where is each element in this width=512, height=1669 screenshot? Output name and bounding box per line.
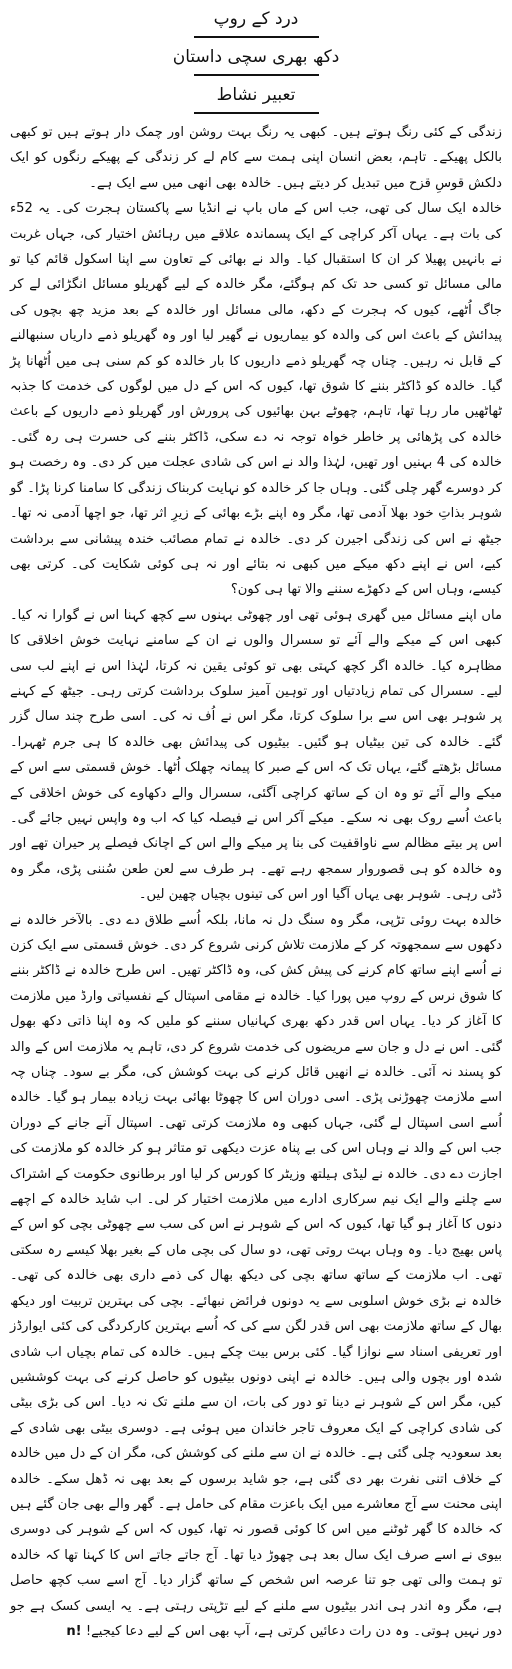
paragraph: ماں اپنے مسائل میں گھری ہوئی تھی اور چھوٹی بہنوں سے کچھ کہنا اس نے گوارا نہ کیا۔ کبھی اس کے میکے والے آئے تو سسرال والوں نے ان کے سامنے نہایت خوش اخلاقی کا مظاہرہ کیا۔ خالدہ اگر کچھ کہتی بھی تو کوئی یقین نہ کرتا، لہٰذا اس نے اپنے لب سی لیے۔ سسرال کی تمام زیادتیاں اور توہین آمیز سلوک برداشت کرتی رہی۔ جیٹھ کے کہنے پر شوہر بھی اس سے برا سلوک کرتا، مگر اس نے اُف نہ کی۔ اسی طرح چند سال گزر گئے۔ خالدہ کی تین بیٹیاں ہو گئیں۔ بیٹیوں کی پیدائش بھی خالدہ کا ہی جرم ٹھہرا۔ مسائل بڑھتے گئے، یہاں تک کہ اس کے صبر کا پیمانہ چھلک اُٹھا۔ خوش قسمتی سے اس کے میکے والے آئے تو وہ ان کے ساتھ کراچی آگئی، سسرال والے دکھاوے کی خوش اخلاقی کے باعث اُسے روک بھی نہ سکے۔ میکے آکر اس نے فیصلہ کیا کہ اب وہ واپس نہیں جائے گی۔ اس پر بیتے مظالم سے ناواقفیت کی بنا پر میکے والے اس کے اچانک فیصلے پر حیران تھے اور وہ خالدہ کو ہی قصوروار سمجھ رہے تھے۔ ہر طرف سے لعن طعن سُننی پڑی، مگر وہ ڈٹی رہی۔ شوہر بھی یہاں آگیا اور اس کی تینوں بچیاں چھین لیں۔	[10, 607, 502, 903]
paragraph-final	[10, 908, 502, 1645]
divider-rule	[194, 112, 319, 114]
article-subtitle: دکھ بھری سچی داستان	[172, 47, 340, 67]
article-body	[10, 120, 502, 1644]
paragraph: خالدہ ایک سال کی تھی، جب اس کے ماں باپ نے انڈیا سے پاکستان ہجرت کی۔ یہ 52ء کی بات ہے۔ یہاں آکر کراچی کے ایک پسماندہ علاقے میں رہائش اختیار کی، جہاں غربت نے بانہیں پھیلا کر ان کا استقبال کیا۔ والد نے بھائی کے تعاون سے اپنا اسکول قائم کیا تو مالی مسائل تو کسی حد تک کم ہوگئے، مگر خالدہ کے لیے گھریلو مسائل انگڑائی لے کر جاگ اُٹھے، کیوں کہ ہجرت کے دکھ، مالی مسائل اور خالدہ کے بعد مزید چھ بچوں کی پیدائش کے باعث اس کی والدہ کو بیماریوں نے گھیر لیا اور وہ گھریلو ذمے داریاں سنبھالنے کے قابل نہ رہیں۔ چناں چہ گھریلو ذمے داریوں کا بار خالدہ کو کم سنی ہی میں اُٹھانا پڑ گیا۔ خالدہ کو ڈاکٹر بننے کا شوق تھا، کیوں کہ اس کے دل میں لوگوں کی خدمت کا جذبہ ٹھاٹھیں مار رہا تھا، تاہم، چھوٹے بہن بھائیوں کی پرورش اور گھریلو ذمے داریوں کے باعث خالدہ کی پڑھائی پر خاطر خواہ توجہ نہ دے سکی، ڈاکٹر بننے کی حسرت ہی رہ گئی۔ خالدہ کی 4 بہنیں اور تھیں، لہٰذا والد نے اس کی شادی عجلت میں کر دی۔ وہ رخصت ہو کر دوسرے گھر چلی گئی۔ وہاں جا کر خالدہ کو نہایت کربناک زندگی کا سامنا کرنا پڑا۔ گو شوہر بذاتِ خود بھلا آدمی تھا، مگر وہ اپنے بڑے بھائی کے زیرِ اثر تھا، جو اچھا آدمی نہ تھا۔ جیٹھ نے اس کی زندگی اجیرن کر دی۔ خالدہ نے تمام مصائب خندہ پیشانی سے برداشت کیے، اس نے اپنے دکھ میکے میں کبھی نہ بتائے اور نہ ہی کوئی شکایت کی۔ کرتی بھی کیسے، وہاں اس کے دکھڑے سننے والا تھا ہی کون؟	[10, 201, 502, 598]
divider-rule	[194, 74, 319, 76]
author-byline: تعبیر نشاط	[216, 85, 296, 105]
paragraph: زندگی کے کئی رنگ ہوتے ہیں۔ کبھی یہ رنگ بہت روشن اور چمک دار ہوتے ہیں تو کبھی بالکل پھیکے۔ تاہم، بعض انسان اپنی ہمت سے کام لے کر زندگی کے پھیکے رنگوں کو ایک دلکش قوسِ قزح میں تبدیل کر دیتے ہیں۔ خالدہ بھی انھی میں سے ایک ہے۔	[10, 125, 502, 191]
closing-mark: n!	[66, 1623, 82, 1639]
divider-rule	[194, 36, 319, 38]
paragraph-text: خالدہ بہت روئی تڑپی، مگر وہ سنگ دل نہ مانا، بلکہ اُسے طلاق دے دی۔ بالآخر خالدہ نے دکھوں سے سمجھوتہ کر کے ملازمت تلاش کرنی شروع کر دی۔ خوش قسمتی سے ایک کزن نے اُسے اپنے ساتھ کام کرنے کی پیش کش کی، وہ ڈاکٹر تھیں۔ اس طرح خالدہ نے ڈاکٹر بننے کا شوق نرس کے روپ میں پورا کیا۔ خالدہ نے مقامی اسپتال کے نفسیاتی وارڈ میں ملازمت کا آغاز کر دیا۔ یہاں اس قدر دکھ بھری کہانیاں سننے کو ملیں کہ وہ اپنا ذاتی دکھ بھول گئی۔ اس نے دل و جان سے مریضوں کی خدمت شروع کر دی، تاہم یہ ملازمت اس کے والد کو پسند نہ آئی۔ خالدہ نے انھیں قائل کرنے کی بہت کوشش کی، مگر بے سود۔ چناں چہ اسے ملازمت چھوڑنی پڑی۔ اسی دوران اس کا چھوٹا بھائی بہت زیادہ بیمار ہو گیا۔ خالدہ اُسے اسی اسپتال لے گئی، جہاں کبھی وہ ملازمت کرتی تھی۔ اسپتال آنے جانے کے دوران جب اس کے والد نے وہاں اس کی بے پناہ عزت دیکھی تو متاثر ہو کر خالدہ کو ملازمت کی اجازت دے دی۔ خالدہ نے لیڈی ہیلتھ وزیٹر کا کورس کر لیا اور برطانوی حکومت کے اشتراک سے چلنے والے ایک نیم سرکاری ادارے میں ملازمت اختیار کر لی۔ اب شاید خالدہ کے اچھے دنوں کا آغاز ہو گیا تھا، کیوں کہ اس کے شوہر نے اس کی سب سے چھوٹی بچی کو اس کے پاس بھیج دیا۔ وہ وہاں بہت روتی تھی، دو سال کی بچی ماں کے بغیر بھلا کیسے رہ سکتی تھی۔ اب ملازمت کے ساتھ ساتھ بچی کی دیکھ بھال کی ذمے داری بھی خالدہ کی تھی۔ خالدہ نے بڑی خوش اسلوبی سے یہ دونوں فرائض نبھائے۔ بچی کی بہترین تربیت اور دیکھ بھال کے ساتھ ملازمت بھی اس قدر لگن سے کی کہ اُسے بہترین کارکردگی کی کئی ایوارڈز اور تعریفی اسناد سے نوازا گیا۔ کئی برس بیت چکے ہیں۔ خالدہ کی تمام بچیاں اب شادی شدہ اور بچوں والی ہیں۔ خالدہ نے اپنی دونوں بیٹیوں کو حاصل کرنے کی بہت کوششیں کیں، مگر اس کے شوہر نے دینا تو دور کی بات، ان سے ملنے تک نہ دیا۔ اس کی بڑی بیٹی کی شادی کراچی کے ایک معروف تاجر خاندان میں ہوئی ہے۔ دوسری بیٹی بھی شادی کے بعد سعودیہ چلی گئی ہے۔ خالدہ نے ان سے ملنے کی کوشش کی، مگر ان کے دل میں خالدہ کے خلاف اتنی نفرت بھر دی گئی ہے، جو شاید برسوں کے بعد بھی نہ ڈھل سکے۔ خالدہ اپنی محنت سے آج معاشرے میں ایک باعزت مقام کی حامل ہے۔ گھر والے بھی جان گئے ہیں کہ خالدہ کا گھر ٹوٹنے میں اس کا کوئی قصور نہ تھا، کیوں کہ اس کے شوہر کی دوسری بیوی نے اسے صرف ایک سال بعد ہی چھوڑ دیا تھا۔ آج جاتے جاتے اس کا کہنا تھا کہ خالدہ تو ہمت والی تھی جو تنا عرصہ اس شخص کے ساتھ گزار دیا۔ آج اسے سب کچھ حاصل ہے، مگر وہ اندر ہی اندر بیٹیوں سے ملنے کے لیے تڑپتی رہتی ہے۔ یہ ایسی کسک ہے جو دور نہیں ہوتی۔ وہ دن رات دعائیں کرتی ہے، آپ بھی اس کے لیے دعا کیجیے!	[10, 912, 502, 1639]
article-header	[10, 6, 502, 114]
article-title: درد کے روپ	[213, 9, 299, 29]
